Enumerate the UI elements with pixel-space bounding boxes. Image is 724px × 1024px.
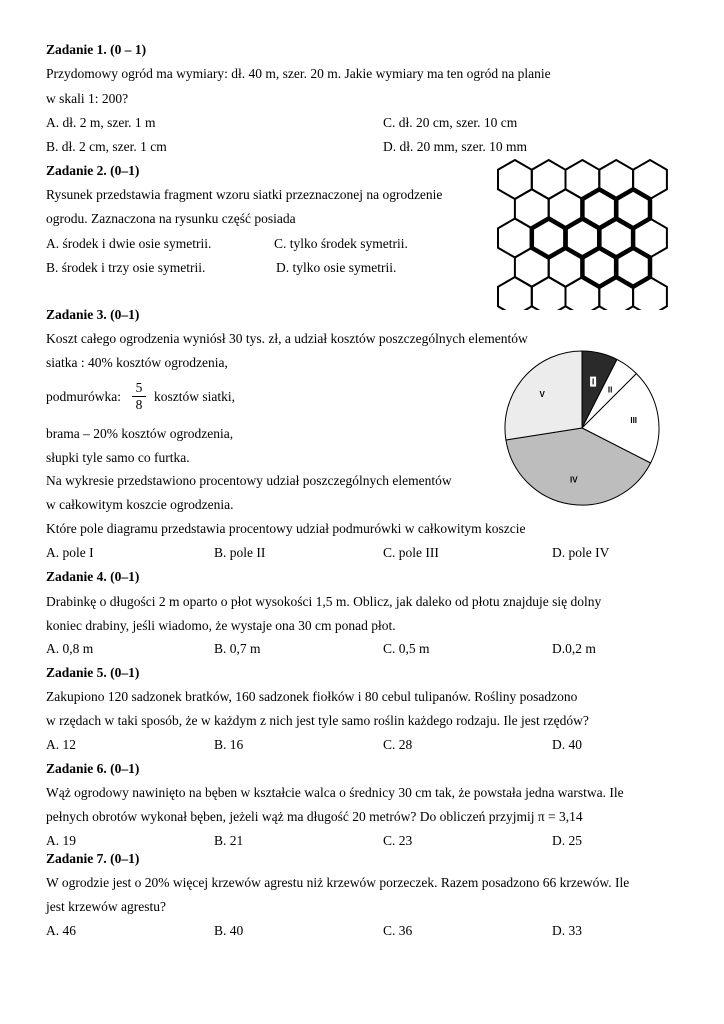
task-6-text-line: pełnych obrotów wykonał bęben, jeżeli wąż ma długość 20 metrów? Do obliczeń przyjmij π = 3,14 — [46, 809, 583, 824]
task-3-title: Zadanie 3. (0–1) — [46, 307, 140, 322]
highlighted-hexagon — [532, 219, 566, 258]
task-7-option-c: C. 36 — [383, 923, 413, 938]
task-3-text-line: siatka : 40% kosztów ogrodzenia, — [46, 355, 228, 370]
task-5-text-line: Zakupiono 120 sadzonek bratków, 160 sadzonek fiołków i 80 cebul tulipanów. Rośliny posadzono — [46, 689, 578, 704]
task-3-option-c: C. pole III — [383, 545, 439, 560]
task-6-title: Zadanie 6. (0–1) — [46, 761, 140, 776]
fraction-five-eighths — [132, 380, 146, 412]
task-1-text-line: w skali 1: 200? — [46, 91, 129, 106]
task-4-option-a: A. 0,8 m — [46, 641, 94, 656]
task-3-text-line: kosztów siatki, — [154, 389, 235, 404]
task-6-option-d: D. 25 — [552, 833, 582, 848]
task-2-option-d: D. tylko osie symetrii. — [276, 260, 397, 275]
task-5-option-d: D. 40 — [552, 737, 582, 752]
task-2-option-c: C. tylko środek symetrii. — [274, 236, 408, 251]
task-4-text-line: Drabinkę o długości 2 m oparto o płot wysokości 1,5 m. Oblicz, jak daleko od płotu znajduje się dolny — [46, 594, 602, 609]
mesh-hexagon — [498, 277, 532, 310]
task-2-text-line: Rysunek przedstawia fragment wzoru siatki przeznaczonej na ogrodzenie — [46, 187, 443, 202]
task-6-option-c: C. 23 — [383, 833, 413, 848]
task-3-option-d: D. pole IV — [552, 545, 610, 560]
task-3-option-a: A. pole I — [46, 545, 94, 560]
task-6-text-line: Wąż ogrodowy nawinięto na bęben w kształcie walca o średnicy 30 cm tak, że powstała jedna warstwa. Ile — [46, 785, 624, 800]
task-5-text-line: w rzędach w taki sposób, że w każdym z nich jest tyle samo roślin każdego rodzaju. Ile jest rzędów? — [46, 713, 589, 728]
task-7-text-line: W ogrodzie jest o 20% więcej krzewów agrestu niż krzewów porzeczek. Razem posadzono 66 krzewów. Ile — [46, 875, 630, 890]
task-4-text-line: koniec drabiny, jeśli wiadomo, że wystaje ona 30 cm ponad płot. — [46, 618, 396, 633]
task-3-text-line: brama – 20% kosztów ogrodzenia, — [46, 426, 234, 441]
task-5-option-b: B. 16 — [214, 737, 244, 752]
task-7-option-a: A. 46 — [46, 923, 76, 938]
pie-chart-cost-shares — [493, 347, 671, 509]
pie-label-v: V — [539, 390, 545, 399]
task-1-option-a: A. dł. 2 m, szer. 1 m — [46, 115, 156, 130]
task-2-option-b: B. środek i trzy osie symetrii. — [46, 260, 206, 275]
task-1-title: Zadanie 1. (0 – 1) — [46, 42, 147, 57]
task-5-title: Zadanie 5. (0–1) — [46, 665, 140, 680]
pie-label-iii: III — [630, 415, 638, 425]
task-2-text-line: ogrodu. Zaznaczona na rysunku część posiada — [46, 211, 296, 226]
task-2-title: Zadanie 2. (0–1) — [46, 163, 140, 178]
task-1-option-d: D. dł. 20 mm, szer. 10 mm — [383, 139, 527, 154]
task-1-option-c: C. dł. 20 cm, szer. 10 cm — [383, 115, 518, 130]
fraction-numerator: 5 — [132, 380, 146, 397]
task-3-text-line: Koszt całego ogrodzenia wyniósł 30 tys. zł, a udział kosztów poszczególnych elementów — [46, 331, 528, 346]
pie-label-i: I — [591, 377, 595, 387]
task-6-option-b: B. 21 — [214, 833, 244, 848]
task-5-option-c: C. 28 — [383, 737, 413, 752]
task-7-option-d: D. 33 — [552, 923, 582, 938]
hexagon-mesh-figure — [496, 158, 670, 310]
task-4-option-c: C. 0,5 m — [383, 641, 430, 656]
task-3-text-line: Na wykresie przedstawiono procentowy udział poszczególnych elementów — [46, 473, 452, 488]
pie-label-ii: II — [607, 385, 613, 395]
mesh-hexagon — [532, 277, 566, 310]
task-7-option-b: B. 40 — [214, 923, 244, 938]
task-7-title: Zadanie 7. (0–1) — [46, 851, 140, 866]
highlighted-hexagon — [582, 248, 616, 287]
task-7-text-line: jest krzewów agrestu? — [46, 899, 166, 914]
task-1-option-b: B. dł. 2 cm, szer. 1 cm — [46, 139, 167, 154]
task-6-option-a: A. 19 — [46, 833, 76, 848]
task-3-text-line: podmurówka: — [46, 389, 121, 404]
task-4-title: Zadanie 4. (0–1) — [46, 569, 140, 584]
fraction-denominator: 8 — [135, 397, 143, 412]
task-4-option-b: B. 0,7 m — [214, 641, 261, 656]
task-2-option-a: A. środek i dwie osie symetrii. — [46, 236, 212, 251]
pie-label-iv: IV — [570, 475, 578, 485]
task-3-text-line: Które pole diagramu przedstawia procentowy udział podmurówki w całkowitym koszcie — [46, 521, 526, 536]
task-5-option-a: A. 12 — [46, 737, 76, 752]
task-3-option-b: B. pole II — [214, 545, 266, 560]
task-3-text-line: słupki tyle samo co furtka. — [46, 450, 190, 465]
task-3-text-line: w całkowitym koszcie ogrodzenia. — [46, 497, 234, 512]
task-4-option-d: D.0,2 m — [552, 641, 596, 656]
highlighted-hexagon — [616, 248, 650, 287]
task-1-text-line: Przydomowy ogród ma wymiary: dł. 40 m, szer. 20 m. Jakie wymiary ma ten ogród na planie — [46, 66, 551, 81]
